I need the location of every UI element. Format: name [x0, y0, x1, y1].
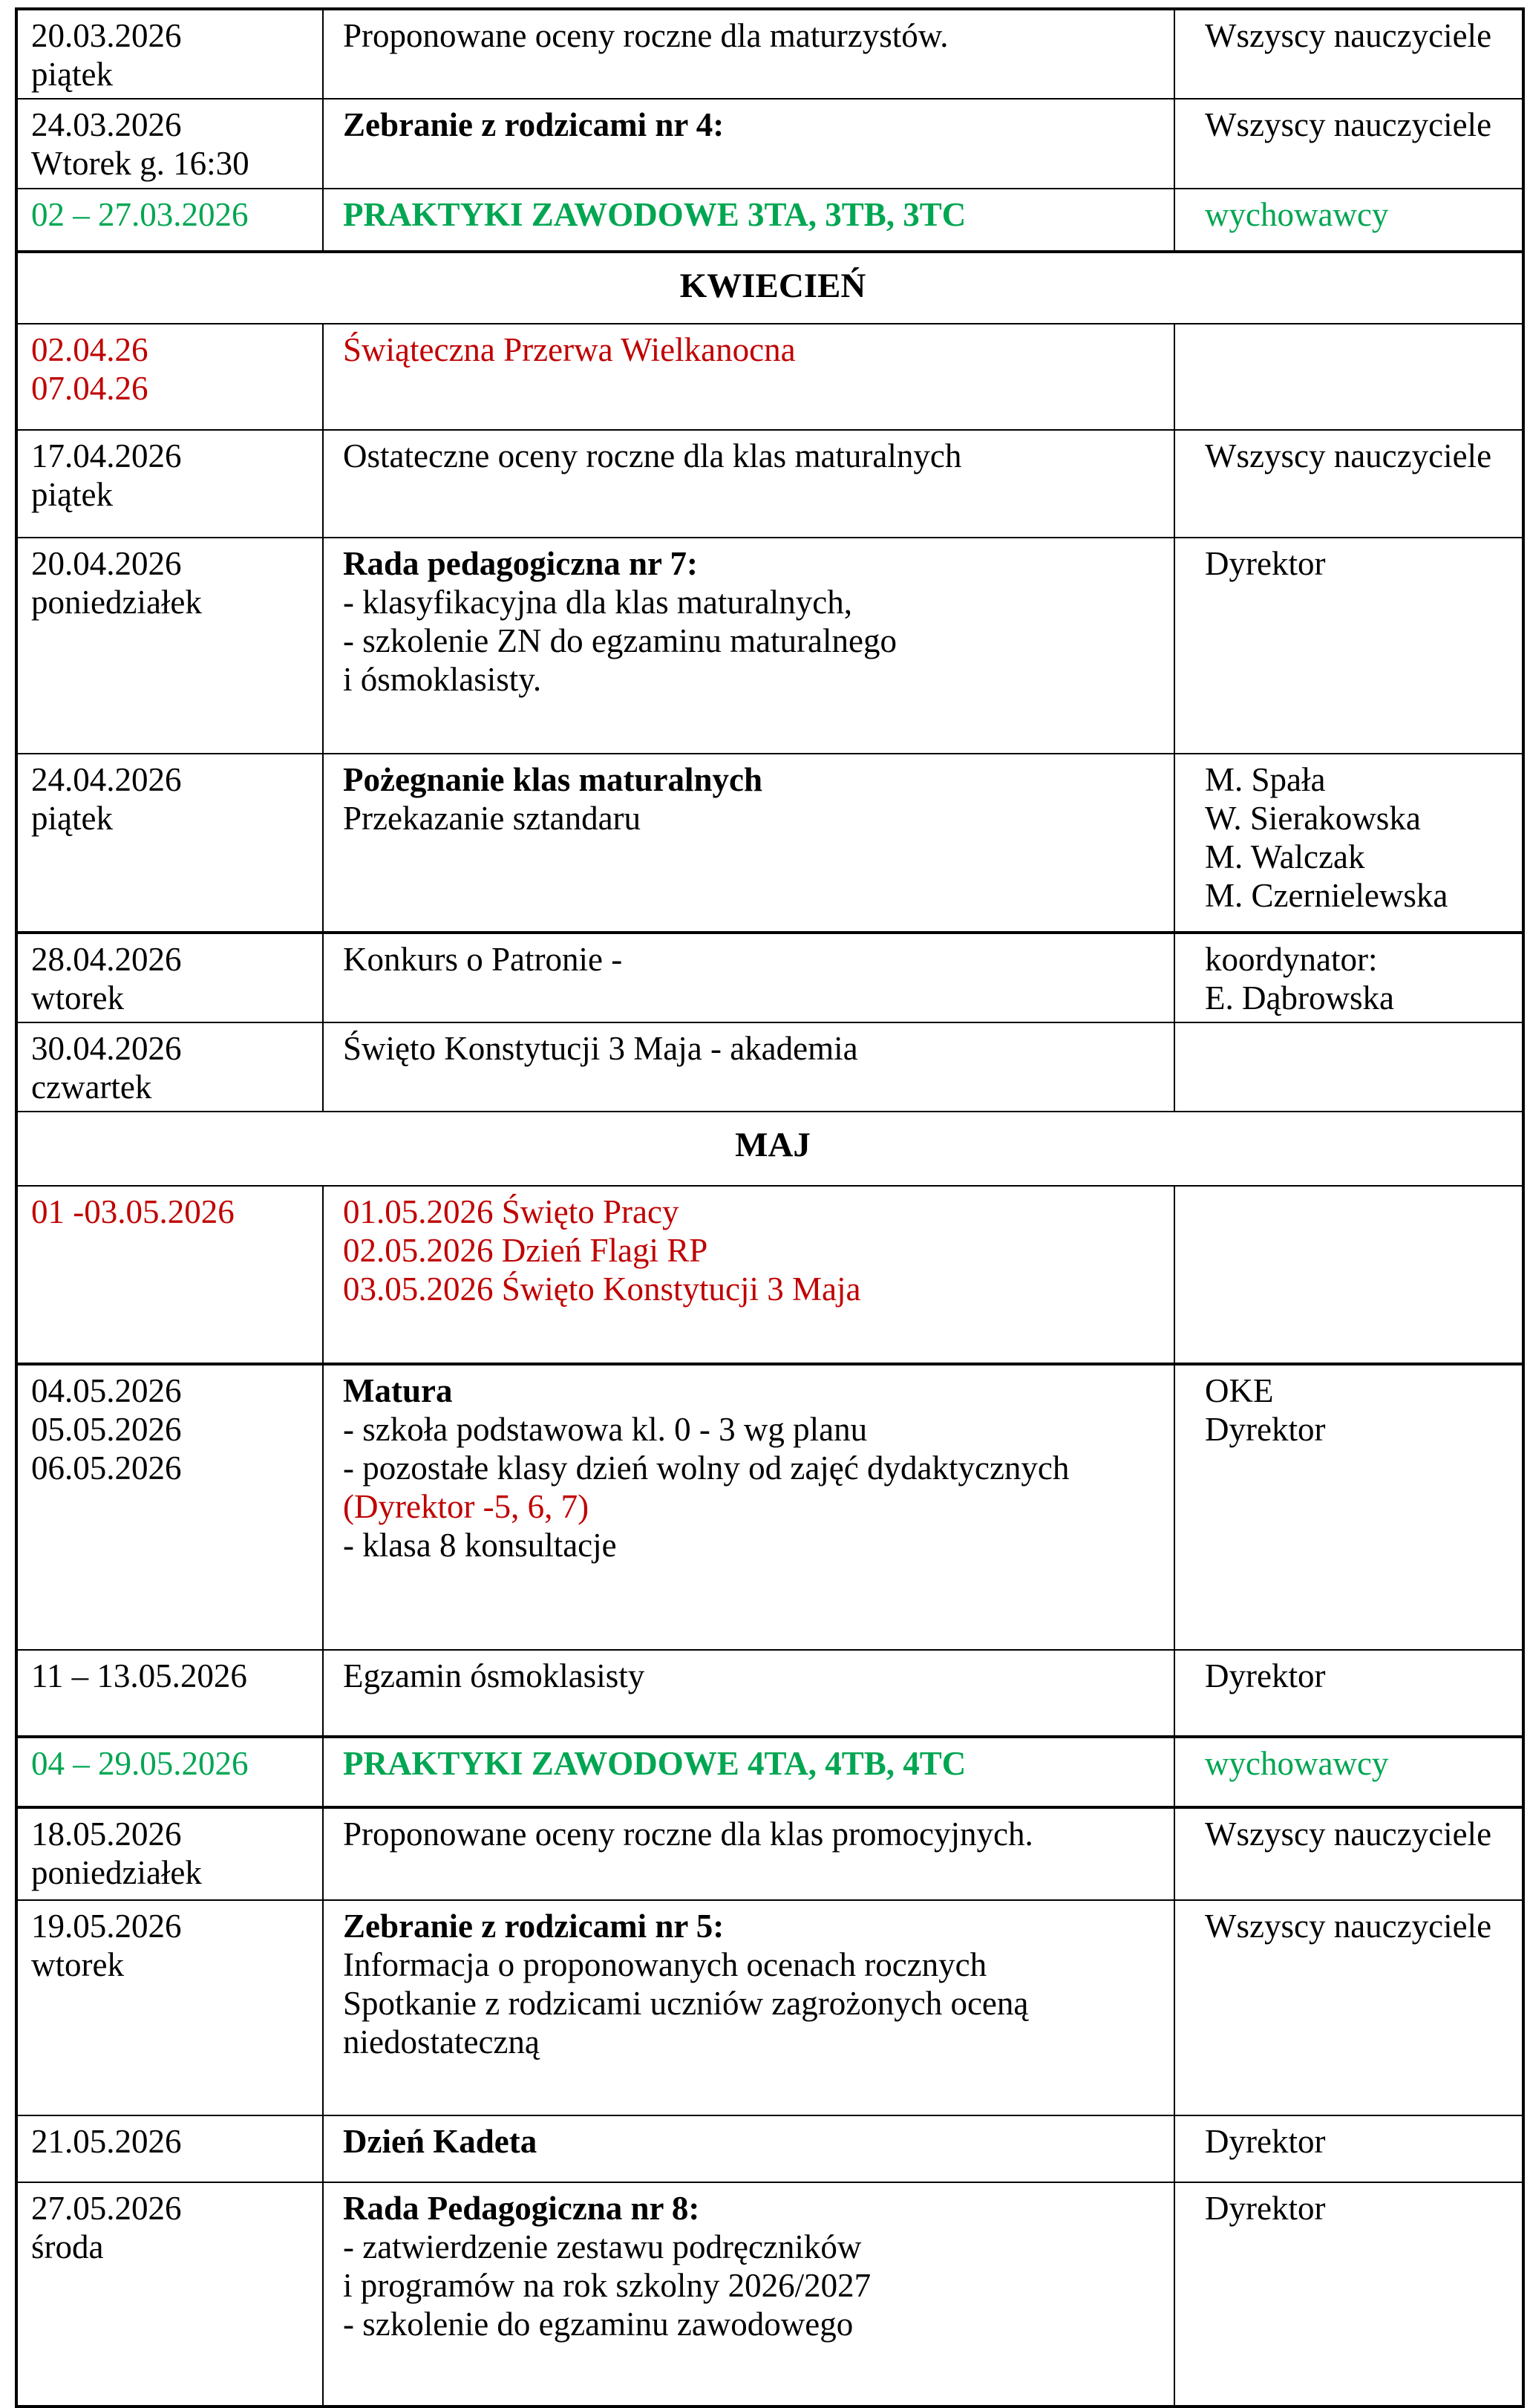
date-cell	[16, 933, 323, 1022]
table-row	[16, 2115, 1523, 2182]
date-cell	[16, 1737, 323, 1807]
event-cell-line: Konkurs o Patronie -	[343, 941, 623, 978]
responsible-cell	[1174, 1807, 1523, 1900]
event-cell-line: Świąteczna Przerwa Wielkanocna	[343, 331, 796, 368]
date-cell	[16, 1807, 323, 1900]
responsible-cell-line: Dyrektor	[1205, 1657, 1326, 1694]
event-cell	[323, 1900, 1174, 2115]
event-cell	[323, 1364, 1174, 1650]
month-label: KWIECIEŃ	[679, 267, 866, 305]
date-cell	[16, 1186, 323, 1364]
event-cell	[323, 933, 1174, 1022]
date-cell-line: piątek	[31, 800, 113, 837]
date-cell-line: wtorek	[31, 1946, 124, 1983]
responsible-cell	[1174, 189, 1523, 252]
event-cell	[323, 1186, 1174, 1364]
responsible-cell	[1174, 1186, 1523, 1364]
event-cell-line: Egzamin ósmoklasisty	[343, 1657, 645, 1694]
month-header-cell	[16, 1112, 1523, 1186]
responsible-cell	[1174, 9, 1523, 99]
table-row	[16, 1186, 1523, 1364]
responsible-cell	[1174, 1364, 1523, 1650]
responsible-cell-line: Wszyscy nauczyciele	[1205, 17, 1492, 54]
event-cell	[323, 9, 1174, 99]
table-row	[16, 1650, 1523, 1737]
date-cell-line: 30.04.2026	[31, 1030, 182, 1067]
responsible-cell	[1174, 1737, 1523, 1807]
event-cell	[323, 1022, 1174, 1112]
responsible-cell	[1174, 1650, 1523, 1737]
event-cell-line: Proponowane oceny roczne dla maturzystów.	[343, 17, 949, 54]
responsible-cell	[1174, 2182, 1523, 2407]
event-cell-line: PRAKTYKI ZAWODOWE 3TA, 3TB, 3TC	[343, 196, 967, 233]
responsible-cell-line: Wszyscy nauczyciele	[1205, 1815, 1492, 1853]
event-cell-line: i ósmoklasisty.	[343, 661, 542, 698]
date-cell-line: 24.04.2026	[31, 761, 182, 798]
responsible-cell	[1174, 2115, 1523, 2182]
responsible-cell-line: Dyrektor	[1205, 2190, 1326, 2227]
responsible-cell-line: M. Walczak	[1205, 838, 1365, 875]
responsible-cell-line: wychowawcy	[1205, 196, 1389, 233]
date-cell-line: 28.04.2026	[31, 941, 182, 978]
event-cell-line: Rada Pedagogiczna nr 8:	[343, 2190, 700, 2227]
event-cell	[323, 324, 1174, 430]
responsible-cell	[1174, 933, 1523, 1022]
event-cell-line: 03.05.2026 Święto Konstytucji 3 Maja	[343, 1270, 861, 1308]
date-cell	[16, 430, 323, 538]
responsible-cell-line: Dyrektor	[1205, 545, 1326, 582]
event-cell	[323, 1737, 1174, 1807]
responsible-cell	[1174, 754, 1523, 933]
responsible-cell	[1174, 1900, 1523, 2115]
table-row	[16, 1900, 1523, 2115]
month-label: MAJ	[735, 1126, 811, 1164]
event-cell-line: Pożegnanie klas maturalnych	[343, 761, 763, 798]
date-cell-line: Wtorek g. 16:30	[31, 145, 249, 182]
date-cell	[16, 1022, 323, 1112]
date-cell-line: 17.04.2026	[31, 437, 182, 474]
date-cell-line: 21.05.2026	[31, 2123, 182, 2160]
responsible-cell-line: W. Sierakowska	[1205, 800, 1421, 837]
event-cell-line: i programów na rok szkolny 2026/2027	[343, 2267, 872, 2304]
table-row	[16, 1737, 1523, 1807]
responsible-cell-line: E. Dąbrowska	[1205, 979, 1394, 1017]
event-cell-line: - pozostałe klasy dzień wolny od zajęć dydaktycznych	[343, 1449, 1070, 1487]
date-cell-line: 27.05.2026	[31, 2190, 182, 2227]
date-cell	[16, 754, 323, 933]
event-cell	[323, 189, 1174, 252]
event-cell-line: Zebranie z rodzicami nr 4:	[343, 106, 725, 143]
event-cell	[323, 2115, 1174, 2182]
event-cell-line: - szkolenie ZN do egzaminu maturalnego	[343, 622, 897, 659]
responsible-cell-line: Dyrektor	[1205, 2123, 1326, 2160]
month-header-row	[16, 1112, 1523, 1186]
date-cell	[16, 538, 323, 754]
month-header-cell	[16, 252, 1523, 324]
event-cell	[323, 2182, 1174, 2407]
responsible-cell-line: Wszyscy nauczyciele	[1205, 1908, 1492, 1945]
date-cell	[16, 9, 323, 99]
school-calendar-table	[15, 7, 1525, 2408]
table-row	[16, 933, 1523, 1022]
date-cell	[16, 1364, 323, 1650]
table-row	[16, 1364, 1523, 1650]
table-row	[16, 430, 1523, 538]
date-cell-line: 11 – 13.05.2026	[31, 1657, 247, 1694]
table-row	[16, 538, 1523, 754]
responsible-cell-line: Wszyscy nauczyciele	[1205, 106, 1492, 143]
event-cell	[323, 99, 1174, 189]
date-cell-line: 20.04.2026	[31, 545, 182, 582]
date-cell	[16, 2182, 323, 2407]
event-cell-line: Przekazanie sztandaru	[343, 800, 641, 837]
date-cell	[16, 1900, 323, 2115]
date-cell	[16, 1650, 323, 1737]
date-cell-line: piątek	[31, 476, 113, 513]
date-cell-line: 20.03.2026	[31, 17, 182, 54]
date-cell-line: 24.03.2026	[31, 106, 182, 143]
table-row	[16, 1807, 1523, 1900]
date-cell-line: 04 – 29.05.2026	[31, 1745, 249, 1782]
table-row	[16, 1022, 1523, 1112]
responsible-cell-line: OKE	[1205, 1372, 1274, 1409]
responsible-cell	[1174, 1022, 1523, 1112]
event-cell	[323, 1807, 1174, 1900]
table-row	[16, 754, 1523, 933]
date-cell-line: 02.04.26	[31, 331, 148, 368]
responsible-cell	[1174, 538, 1523, 754]
month-header-row	[16, 252, 1523, 324]
date-cell-line: 04.05.2026	[31, 1372, 182, 1409]
event-cell-line: (Dyrektor -5, 6, 7)	[343, 1488, 589, 1525]
event-cell-line: Zebranie z rodzicami nr 5:	[343, 1908, 725, 1945]
event-cell-line: - klasa 8 konsultacje	[343, 1527, 617, 1564]
date-cell-line: poniedziałek	[31, 584, 202, 621]
responsible-cell	[1174, 430, 1523, 538]
event-cell-line: Dzień Kadeta	[343, 2123, 537, 2160]
date-cell-line: 01 -03.05.2026	[31, 1193, 235, 1230]
date-cell-line: czwartek	[31, 1068, 152, 1106]
date-cell-line: 06.05.2026	[31, 1449, 182, 1487]
event-cell-line: Święto Konstytucji 3 Maja - akademia	[343, 1030, 858, 1067]
event-cell-line: 02.05.2026 Dzień Flagi RP	[343, 1232, 708, 1269]
event-cell-line: - zatwierdzenie zestawu podręczników	[343, 2228, 862, 2265]
responsible-cell-line: M. Czernielewska	[1205, 877, 1448, 914]
event-cell	[323, 1650, 1174, 1737]
event-cell-line: Spotkanie z rodzicami uczniów zagrożonych oceną	[343, 1985, 1029, 2022]
date-cell-line: 05.05.2026	[31, 1411, 182, 1448]
table-row	[16, 2182, 1523, 2407]
event-cell-line: - klasyfikacyjna dla klas maturalnych,	[343, 584, 853, 621]
event-cell	[323, 538, 1174, 754]
responsible-cell-line: M. Spała	[1205, 761, 1326, 798]
calendar-table-body	[16, 9, 1523, 2407]
date-cell	[16, 99, 323, 189]
date-cell-line: poniedziałek	[31, 1854, 202, 1891]
event-cell-line: 01.05.2026 Święto Pracy	[343, 1193, 679, 1230]
event-cell-line: Rada pedagogiczna nr 7:	[343, 545, 698, 582]
responsible-cell-line: Wszyscy nauczyciele	[1205, 437, 1492, 474]
responsible-cell	[1174, 99, 1523, 189]
date-cell	[16, 2115, 323, 2182]
event-cell-line: Matura	[343, 1372, 453, 1409]
responsible-cell	[1174, 324, 1523, 430]
date-cell-line: 19.05.2026	[31, 1908, 182, 1945]
date-cell-line: 07.04.26	[31, 370, 148, 407]
date-cell-line: piątek	[31, 56, 113, 93]
table-row	[16, 9, 1523, 99]
table-row	[16, 99, 1523, 189]
responsible-cell-line: wychowawcy	[1205, 1745, 1389, 1782]
event-cell-line: PRAKTYKI ZAWODOWE 4TA, 4TB, 4TC	[343, 1745, 967, 1782]
event-cell-line: Informacja o proponowanych ocenach rocznych	[343, 1946, 987, 1983]
date-cell-line: 18.05.2026	[31, 1815, 182, 1853]
table-row	[16, 189, 1523, 252]
date-cell	[16, 324, 323, 430]
event-cell	[323, 754, 1174, 933]
event-cell-line: - szkoła podstawowa kl. 0 - 3 wg planu	[343, 1411, 868, 1448]
date-cell	[16, 189, 323, 252]
responsible-cell-line: Dyrektor	[1205, 1411, 1326, 1448]
event-cell	[323, 430, 1174, 538]
event-cell-line: Proponowane oceny roczne dla klas promocyjnych.	[343, 1815, 1033, 1853]
date-cell-line: środa	[31, 2228, 104, 2265]
date-cell-line: wtorek	[31, 979, 124, 1017]
event-cell-line: Ostateczne oceny roczne dla klas maturalnych	[343, 437, 962, 474]
responsible-cell-line: koordynator:	[1205, 941, 1378, 978]
table-row	[16, 324, 1523, 430]
date-cell-line: 02 – 27.03.2026	[31, 196, 249, 233]
event-cell-line: - szkolenie do egzaminu zawodowego	[343, 2306, 854, 2343]
event-cell-line: niedostateczną	[343, 2023, 540, 2060]
